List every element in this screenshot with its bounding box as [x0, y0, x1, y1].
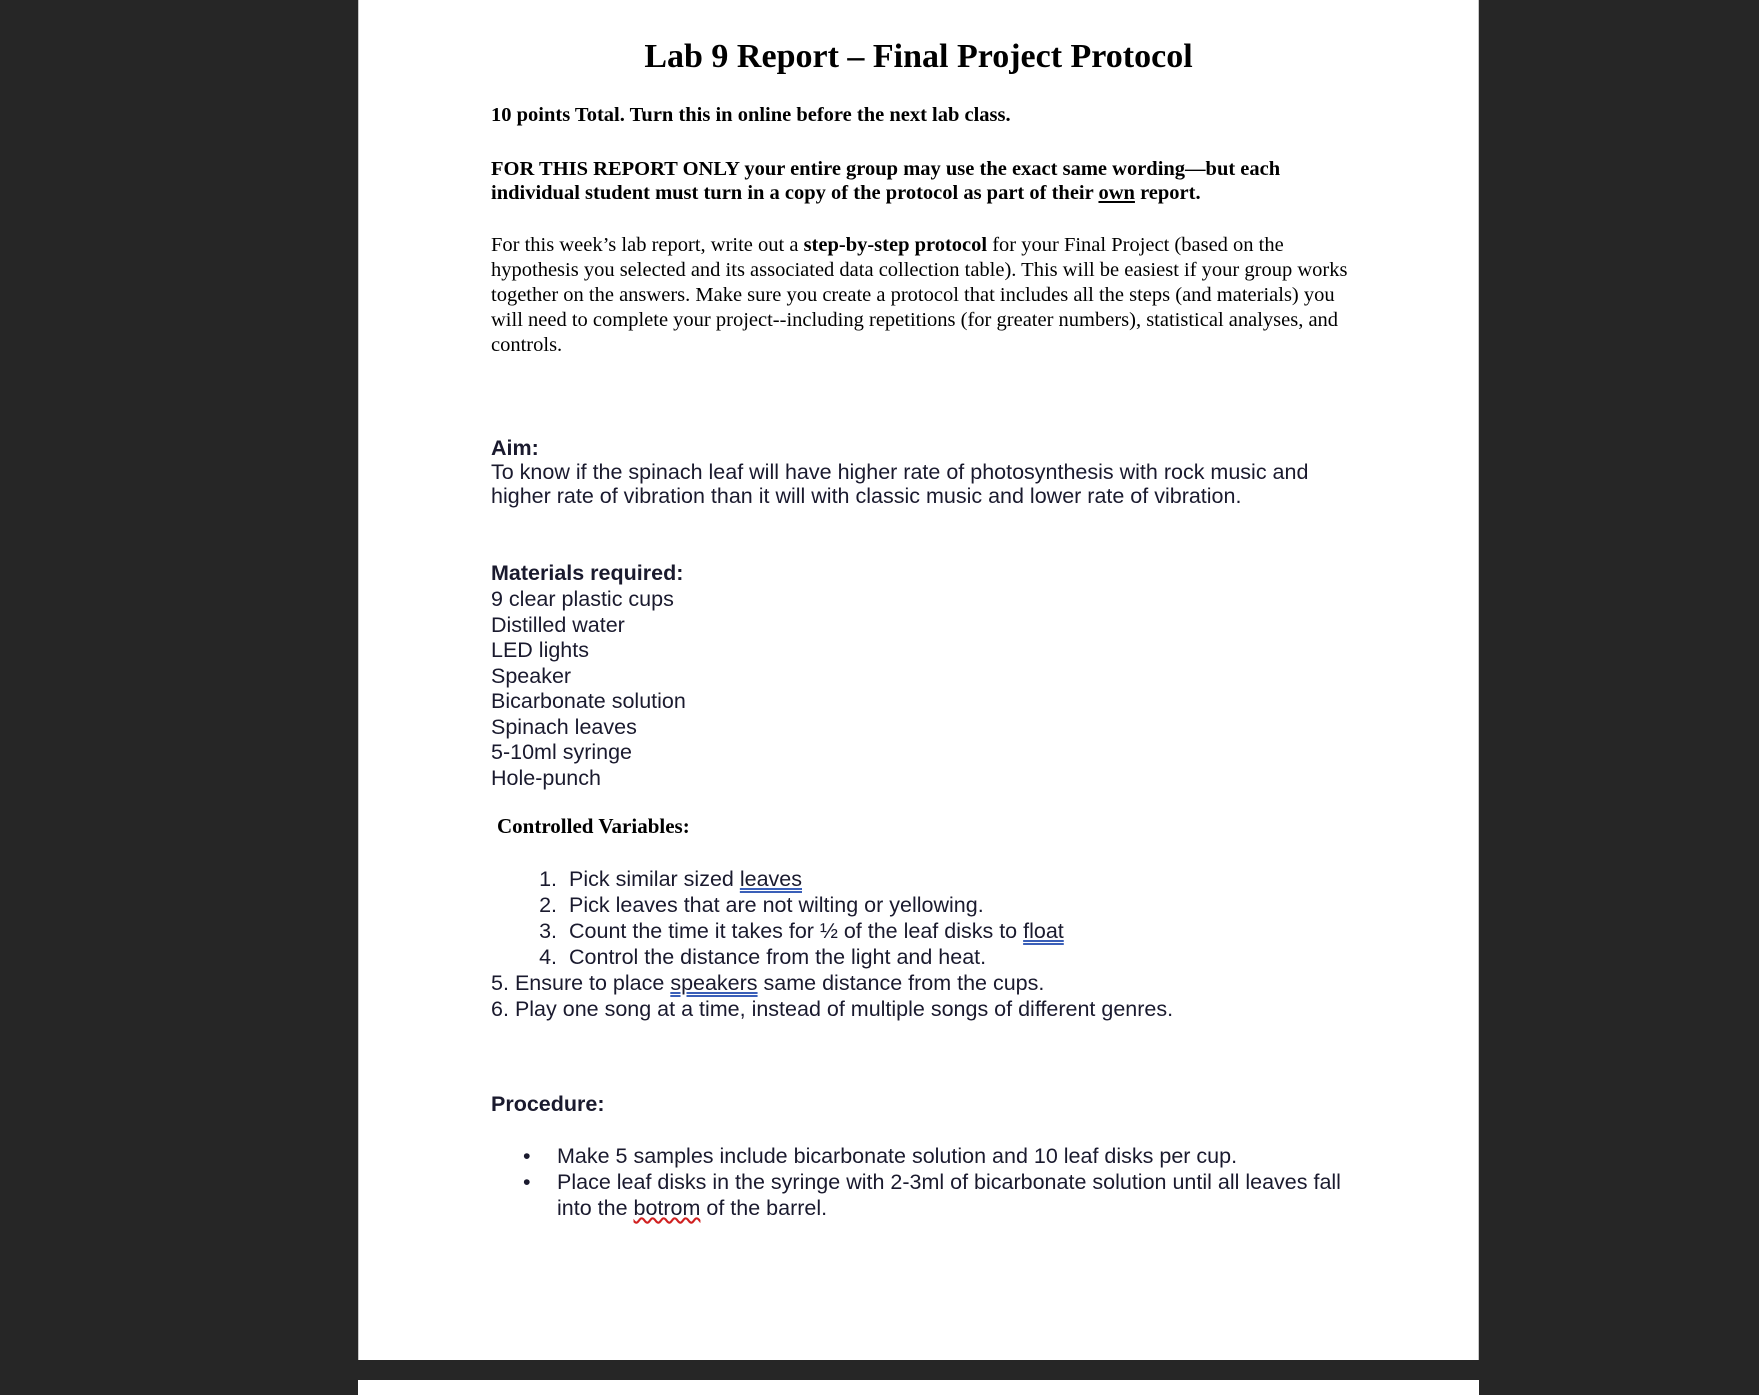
material-item: Hole-punch	[491, 765, 601, 790]
aim-text: To know if the spinach leaf will have higher rate of photosynthesis with rock music and higher rate of vibration than it will with classic music and lower rate of vibration.	[491, 460, 1309, 508]
item-text: same distance from the cups.	[757, 971, 1045, 995]
procedure-heading: Procedure:	[491, 1092, 605, 1116]
item-text: of the barrel.	[700, 1196, 828, 1220]
material-item: 5-10ml syringe	[491, 740, 632, 764]
list-number: 1.	[539, 867, 557, 891]
list-text: Play one song at a time, instead of multiple songs of different genres.	[514, 997, 1174, 1021]
document-page	[358, 0, 1479, 1360]
list-number: 3.	[539, 919, 557, 943]
item-text: Count the time it takes for ½ of the leaf disks to	[569, 919, 1024, 943]
controlled-variable-item	[491, 996, 1351, 1022]
material-item: Speaker	[491, 663, 572, 688]
intro-bold: step-by-step protocol	[803, 234, 988, 256]
controlled-variable-item	[491, 944, 1351, 970]
controlled-variables-heading: Controlled Variables:	[497, 814, 690, 838]
points-line: 10 points Total. Turn this in online before the next lab class.	[491, 104, 1011, 126]
controlled-variable-item	[491, 866, 1351, 892]
material-item: Bicarbonate solution	[491, 689, 686, 713]
list-text	[569, 919, 1064, 943]
material-item: Spinach leaves	[491, 714, 637, 739]
spelling-flagged-word[interactable]: botrom	[633, 1196, 701, 1220]
aim-heading: Aim:	[491, 436, 539, 460]
controlled-variable-item	[491, 892, 1351, 918]
group-note-underlined: own	[1098, 182, 1135, 204]
bullet-icon: •	[523, 1170, 531, 1194]
intro-paragraph	[491, 233, 1351, 358]
list-text: Control the distance from the light and heat.	[569, 945, 987, 969]
group-note-text-1: FOR THIS REPORT ONLY your entire group may use the exact same wording—but each individual student must turn in a copy of the protocol as part of their	[491, 158, 1281, 204]
materials-heading: Materials required:	[491, 561, 684, 585]
procedure-list	[491, 1143, 1351, 1221]
intro-text-1: For this week’s lab report, write out a	[491, 234, 804, 256]
item-text: Place leaf disks in the syringe with 2-3ml of bicarbonate solution until all leaves fall into the	[557, 1170, 1341, 1220]
list-number: 4.	[539, 945, 557, 969]
list-text	[515, 971, 1044, 995]
list-number: 2.	[539, 893, 557, 917]
controlled-variables-list	[491, 866, 1351, 1022]
material-item: LED lights	[491, 638, 589, 662]
controlled-variable-item	[491, 918, 1351, 944]
group-note-text-2: report.	[1134, 182, 1201, 204]
list-text: Pick leaves that are not wilting or yellowing.	[569, 893, 984, 917]
grammar-flagged-word[interactable]: speakers	[670, 971, 758, 995]
list-number: 6.	[491, 997, 509, 1021]
list-number: 5.	[491, 971, 509, 995]
group-note	[491, 157, 1351, 205]
next-page	[358, 1380, 1479, 1395]
item-text: Make 5 samples include bicarbonate solution and 10 leaf disks per cup.	[557, 1144, 1238, 1168]
list-text	[569, 867, 802, 891]
bullet-icon: •	[523, 1144, 531, 1168]
page-title: Lab 9 Report – Final Project Protocol	[644, 38, 1193, 75]
intro-text-2: for your Final Project (based on the hypothesis you selected and its associated data collection table). This will be easiest if your group works together on the answers. Make sure you create a protocol that includes all the steps (and materials) you will need to complete your project--including repetitions (for greater numbers), statistical analyses, and controls.	[491, 234, 1348, 356]
item-text: Ensure to place	[514, 971, 671, 995]
materials-list	[491, 587, 1351, 791]
grammar-flagged-word[interactable]: leaves	[739, 867, 802, 891]
material-item: Distilled water	[491, 612, 625, 637]
item-text: Pick similar sized	[569, 867, 740, 891]
procedure-item	[491, 1169, 1351, 1221]
material-item: 9 clear plastic cups	[491, 587, 674, 611]
grammar-flagged-word[interactable]: float	[1023, 919, 1064, 943]
procedure-item	[491, 1143, 1351, 1169]
controlled-variable-item	[491, 970, 1351, 996]
